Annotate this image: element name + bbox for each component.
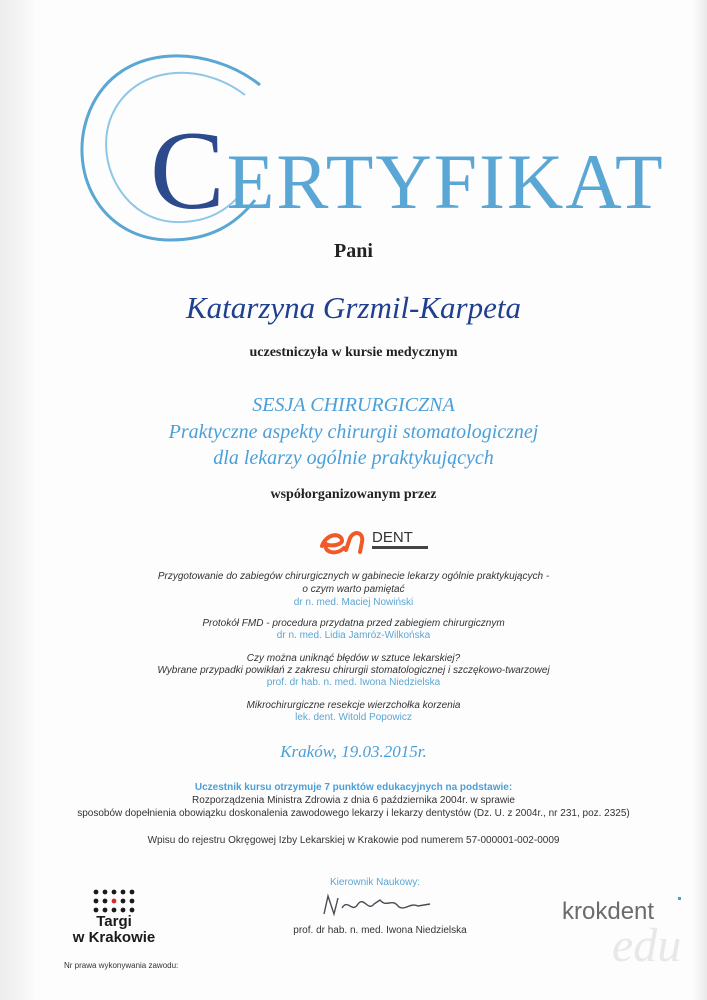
- registry-number: Wpisu do rejestru Okręgowej Izby Lekarskiej w Krakowie pod numerem 57-000001-002-0009: [147, 835, 560, 846]
- targi-dots-icon: [92, 888, 136, 914]
- title-initial: C: [150, 109, 227, 233]
- lecture-3-lecturer: prof. dr hab. n. med. Iwona Niedzielska: [266, 677, 441, 688]
- krokdent-watermark: edu: [612, 919, 682, 972]
- lecture-3-topic-line2: Wybrane przypadki powikłań z zakresu chirurgii stomatologicznej i szczękowo-twarzowej: [157, 665, 550, 676]
- issue-date: Kraków, 19.03.2015r.: [280, 742, 427, 761]
- recipient-name: Katarzyna Grzmil-Karpeta: [186, 290, 521, 325]
- salutation: Pani: [334, 240, 373, 262]
- signature: [318, 888, 438, 924]
- targi-logo-line1: Targi: [96, 913, 132, 930]
- course-title: SESJA CHIRURGICZNA: [252, 394, 455, 416]
- lecture-2-lecturer: dr n. med. Lidia Jamróz-Wilkońska: [276, 630, 431, 641]
- lecture-4-topic: Mikrochirurgiczne resekcje wierzchołka korzenia: [246, 700, 461, 711]
- regulation-line2: sposobów dopełnienia obowiązku doskonalenia zawodowego lekarzy i lekarzy dentystów (Dz. U. z 2004r., nr 231, poz. 2325): [77, 808, 630, 819]
- points-statement: Uczestnik kursu otrzymuje 7 punktów edukacyjnych na podstawie:: [194, 782, 513, 793]
- certificate-title: [150, 109, 690, 233]
- endent-logo: [318, 520, 438, 560]
- scientific-director-label: Kierownik Naukowy:: [330, 877, 421, 888]
- lecture-1-lecturer: dr n. med. Maciej Nowiński: [293, 597, 414, 608]
- lecture-1-topic-line1: Przygotowanie do zabiegów chirurgicznych w gabinecie lekarzy ogólnie praktykujących -: [157, 571, 550, 582]
- scientific-director-name: prof. dr hab. n. med. Iwona Niedzielska: [293, 925, 467, 936]
- course-subtitle-line2: dla lekarzy ogólnie praktykujących: [213, 447, 494, 469]
- targi-w-krakowie-logo: [64, 888, 164, 946]
- lecture-2-topic: Protokół FMD - procedura przydatna przed zabiegiem chirurgicznym: [202, 618, 505, 629]
- coorganized-label: współorganizowanym przez: [270, 487, 437, 502]
- lecture-3-topic-line1: Czy można uniknąć błędów w sztuce lekarskiej?: [246, 653, 461, 664]
- endent-logo-text: DENT: [372, 529, 413, 546]
- title-rest: ERTYFIKAT: [226, 138, 665, 225]
- participation-statement: uczestniczyła w kursie medycznym: [249, 345, 458, 360]
- regulation-line1: Rozporządzenia Ministra Zdrowia z dnia 6 października 2004r. w sprawie: [192, 795, 515, 806]
- course-subtitle-line1: Praktyczne aspekty chirurgii stomatologicznej: [168, 421, 539, 443]
- lecture-1-topic-line2: o czym warto pamiętać: [302, 584, 405, 595]
- lecture-4-lecturer: lek. dent. Witold Popowicz: [295, 712, 412, 723]
- krokdent-logo: [560, 885, 690, 975]
- targi-logo-line2: w Krakowie: [72, 929, 156, 946]
- license-number-label: Nr prawa wykonywania zawodu:: [64, 961, 179, 970]
- krokdent-logo-text: krokdent: [562, 898, 655, 925]
